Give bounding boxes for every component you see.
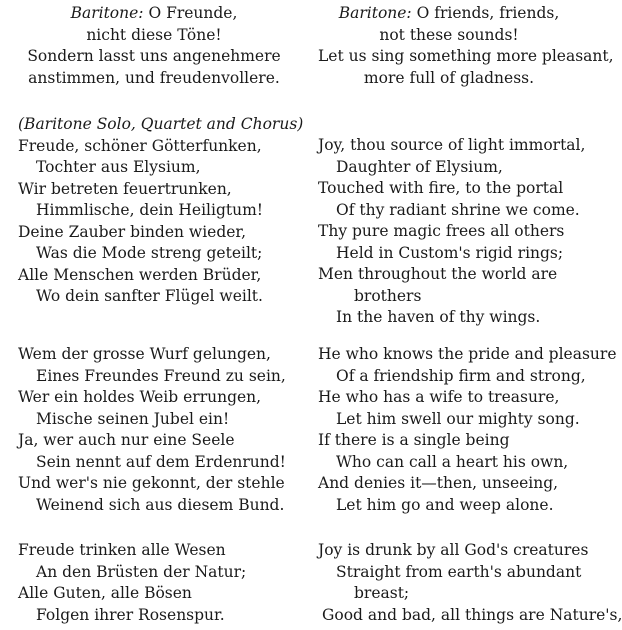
english-stanza-3 bbox=[318, 540, 622, 626]
verse-line: Ja, wer auch nur eine Seele bbox=[18, 431, 235, 449]
verse-line: Of thy radiant shrine we come. bbox=[336, 200, 580, 219]
verse-line: Who can call a heart his own, bbox=[336, 452, 569, 471]
verse-line: Alle Guten, alle Bösen bbox=[18, 584, 192, 602]
verse-line: Tochter aus Elysium, bbox=[36, 158, 201, 176]
verse-line: Thy pure magic frees all others bbox=[318, 222, 565, 240]
verse-line: Was die Mode streng geteilt; bbox=[36, 244, 263, 262]
verse-line: Folgen ihrer Rosenspur. bbox=[36, 605, 225, 624]
english-intro-line: not these sounds! bbox=[379, 25, 519, 44]
verse-line: Himmlische, dein Heiligtum! bbox=[36, 201, 264, 219]
verse-line: Freude trinken alle Wesen bbox=[18, 541, 226, 559]
english-stanza-2 bbox=[318, 344, 617, 516]
verse-line: An den Brüsten der Natur; bbox=[36, 562, 247, 581]
verse-line: Daughter of Elysium, bbox=[336, 157, 503, 176]
verse-line: Straight from earth's abundant bbox=[336, 562, 582, 581]
verse-line: Alle Menschen werden Brüder, bbox=[18, 265, 262, 284]
verse-line: Weinend sich aus diesem Bund. bbox=[36, 495, 285, 514]
german-intro-line: Sondern lasst uns angenehmere bbox=[27, 47, 281, 65]
english-stanza-1 bbox=[318, 135, 586, 329]
german-intro-line: Baritone: O Freunde, bbox=[70, 4, 238, 22]
german-stanza-1 bbox=[18, 114, 304, 308]
german-intro bbox=[18, 3, 290, 89]
verse-line: In the haven of thy wings. bbox=[336, 308, 541, 326]
verse-line: If there is a single being bbox=[318, 431, 510, 449]
german-stanza-3 bbox=[18, 540, 290, 626]
verse-line: Wem der grosse Wurf gelungen, bbox=[18, 345, 271, 363]
english-intro-line: Baritone: O friends, friends, bbox=[338, 4, 560, 22]
verse-line: Eines Freundes Freund zu sein, bbox=[36, 366, 286, 385]
english-intro-line: Let us sing something more pleasant, bbox=[318, 47, 614, 65]
verse-line: Deine Zauber binden wieder, bbox=[18, 222, 247, 241]
verse-line: Touched with fire, to the portal bbox=[318, 179, 564, 197]
verse-line: Held in Custom's rigid rings; bbox=[336, 243, 564, 262]
english-intro bbox=[318, 3, 614, 89]
verse-line: Mische seinen Jubel ein! bbox=[36, 409, 230, 428]
verse-line: Of a friendship firm and strong, bbox=[336, 366, 586, 385]
verse-line: Joy, thou source of light immortal, bbox=[318, 136, 586, 154]
verse-line: Wo dein sanfter Flügel weilt. bbox=[36, 287, 263, 305]
verse-line: brothers bbox=[354, 286, 422, 305]
verse-line: And denies it—then, unseeing, bbox=[318, 474, 559, 492]
section-heading: (Baritone Solo, Quartet and Chorus) bbox=[18, 115, 304, 133]
verse-line: breast; bbox=[354, 584, 410, 602]
verse-line: Sein nennt auf dem Erdenrund! bbox=[36, 452, 286, 471]
verse-line: Let him swell our mighty song. bbox=[336, 409, 580, 428]
verse-line: Und wer's nie gekonnt, der stehle bbox=[18, 474, 285, 492]
german-intro-line: nicht diese Töne! bbox=[86, 25, 222, 44]
english-intro-line: more full of gladness. bbox=[363, 68, 535, 87]
verse-line: Wer ein holdes Weib errungen, bbox=[18, 388, 262, 406]
verse-line: Freude, schöner Götterfunken, bbox=[18, 136, 262, 155]
verse-line: He who has a wife to treasure, bbox=[318, 388, 560, 406]
verse-line: Joy is drunk by all God's creatures bbox=[318, 541, 589, 559]
german-intro-line: anstimmen, und freudenvollere. bbox=[28, 68, 280, 87]
verse-line: Good and bad, all things are Nature's, bbox=[322, 605, 622, 624]
verse-line: He who knows the pride and pleasure bbox=[318, 345, 617, 363]
german-stanza-2 bbox=[18, 344, 290, 516]
verse-line: Let him go and weep alone. bbox=[336, 495, 554, 514]
verse-line: Wir betreten feuertrunken, bbox=[18, 179, 232, 198]
verse-line: Men throughout the world are bbox=[318, 265, 558, 283]
